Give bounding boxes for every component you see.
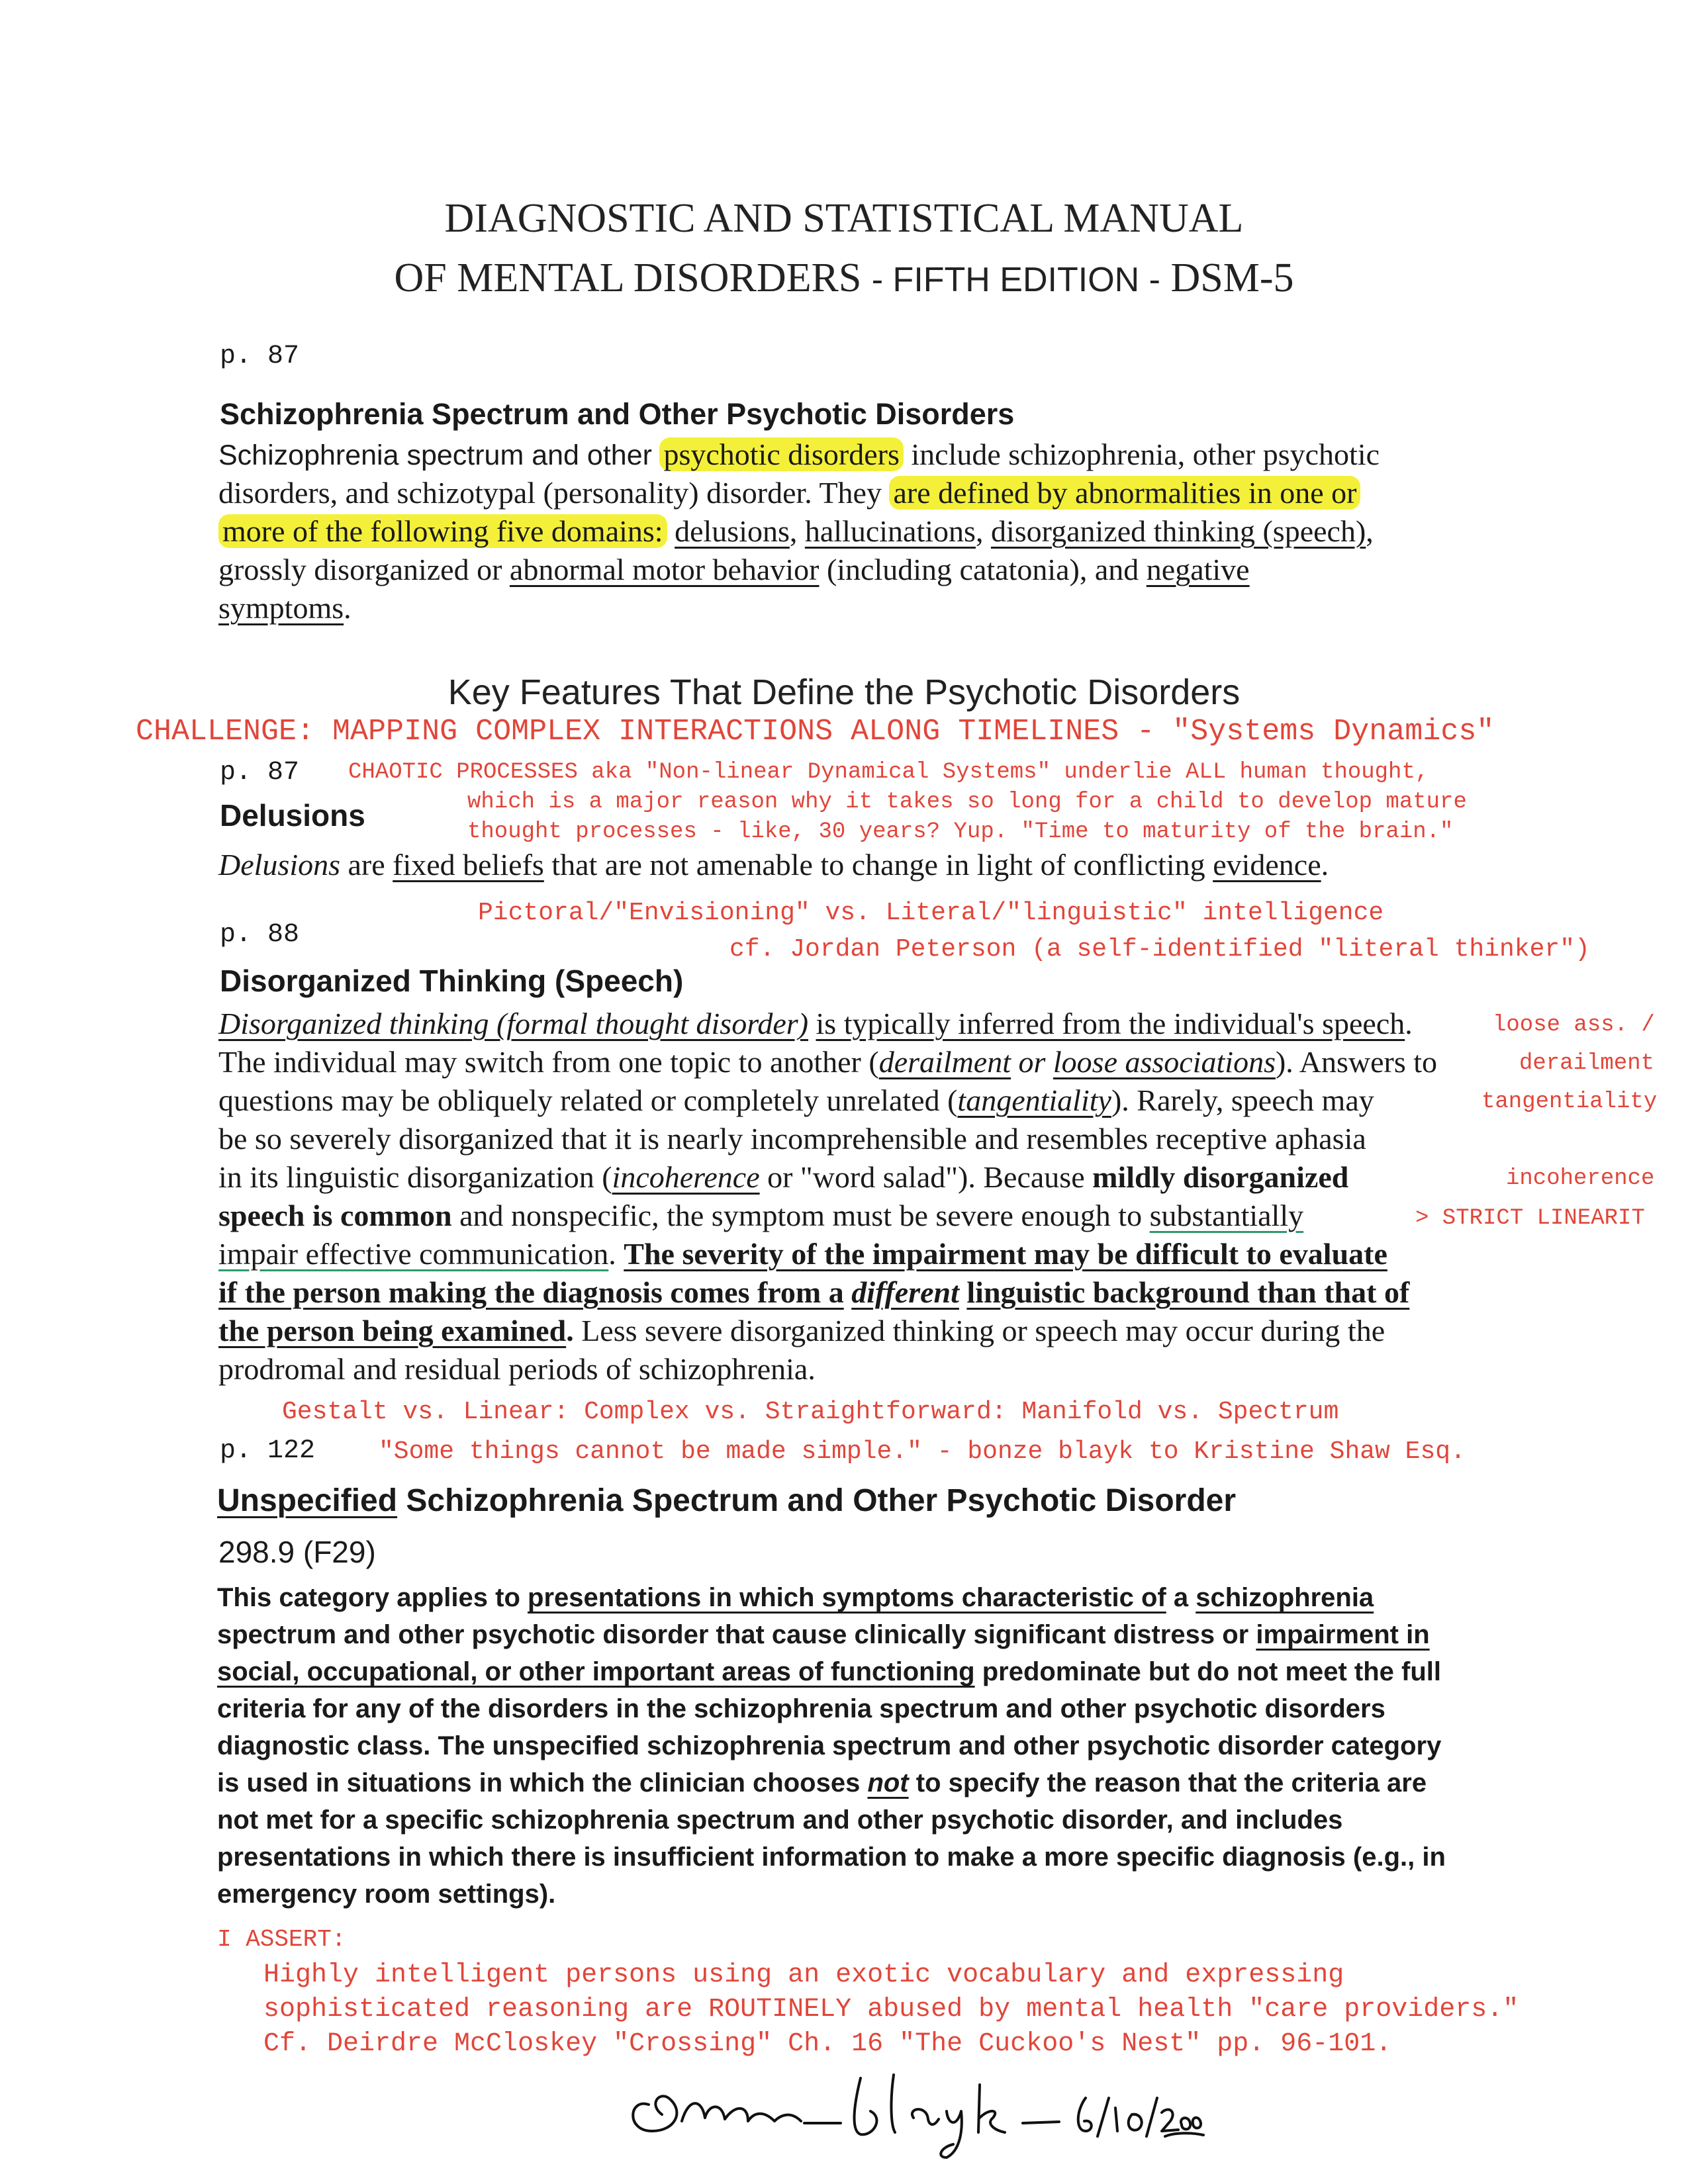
pictoral-note: Pictoral/"Envisioning" vs. Literal/"linguistic" intelligence <box>478 899 1384 927</box>
chaos-note-2: which is a major reason why it takes so long for a child to develop mature <box>467 790 1467 815</box>
challenge-annotation: CHALLENGE: MAPPING COMPLEX INTERACTIONS ALONG TIMELINES - "Systems Dynamics" <box>136 715 1495 749</box>
margin-note-incoherence: incoherence <box>1506 1166 1655 1191</box>
margin-note-tangentiality: tangentiality <box>1481 1089 1658 1115</box>
unspec-line-8: presentations in which there is insufficient information to make a more specific diagnosis (e.g., in <box>217 1843 1446 1872</box>
disorg-line-3: questions may be obliquely related or completely unrelated (tangentiality). Rarely, speech may <box>218 1083 1374 1117</box>
section-heading-schizophrenia: Schizophrenia Spectrum and Other Psychotic Disorders <box>220 397 1015 431</box>
unspec-line-9: emergency room settings). <box>217 1880 556 1909</box>
gestalt-note: Gestalt vs. Linear: Complex vs. Straightforward: Manifold vs. Spectrum <box>282 1398 1339 1426</box>
unspec-line-7: not met for a specific schizophrenia spectrum and other psychotic disorder, and includes <box>217 1805 1343 1835</box>
handwritten-signature <box>622 2058 1205 2164</box>
disorg-line-6: speech is common and nonspecific, the symptom must be severe enough to substantially <box>218 1199 1304 1232</box>
intro-line-2: disorders, and schizotypal (personality) disorder. They are defined by abnormalities in one or <box>218 475 1516 510</box>
highlight-five-domains: more of the following five domains: <box>218 514 667 548</box>
unspec-line-5: diagnostic class. The unspecified schizophrenia spectrum and other psychotic disorder category <box>217 1731 1442 1760</box>
simple-quote-note: "Some things cannot be made simple." - bonze blayk to Kristine Shaw Esq. <box>379 1437 1466 1466</box>
assert-line-3: Cf. Deirdre McCloskey "Crossing" Ch. 16 "The Cuckoo's Nest" pp. 96-101. <box>263 2029 1392 2059</box>
unspecified-heading: Unspecified Schizophrenia Spectrum and Other Psychotic Disorder <box>217 1483 1237 1518</box>
unspec-line-3: social, occupational, or other important areas of functioning predominate but do not meet the full <box>217 1657 1442 1686</box>
disorganized-heading: Disorganized Thinking (Speech) <box>220 964 684 998</box>
document-title-line1: DIAGNOSTIC AND STATISTICAL MANUAL <box>444 196 1244 241</box>
disorg-line-9: the person being examined. Less severe disorganized thinking or speech may occur during the <box>218 1314 1385 1347</box>
disorg-line-10: prodromal and residual periods of schizophrenia. <box>218 1352 816 1386</box>
disorg-line-1: Disorganized thinking (formal thought disorder) is typically inferred from the individual's speech. <box>218 1007 1413 1040</box>
margin-note-derailment: derailment <box>1519 1051 1655 1076</box>
page-ref-87: p. 87 <box>220 341 300 371</box>
disorg-line-8: if the person making the diagnosis comes from a different linguistic background than that of <box>218 1275 1410 1309</box>
page-ref-87b: p. 87 <box>220 758 300 788</box>
document-title-line2: OF MENTAL DISORDERS - FIFTH EDITION - DSM-5 <box>394 255 1294 300</box>
delusions-heading: Delusions <box>220 798 365 833</box>
intro-line-5: symptoms. <box>218 591 352 625</box>
disorg-line-7: impair effective communication. The severity of the impairment may be difficult to evaluate <box>218 1237 1387 1271</box>
intro-line-4: grossly disorganized or abnormal motor behavior (including catatonia), and negative <box>218 553 1250 586</box>
unspec-line-1: This category applies to presentations in which symptoms characteristic of a schizophrenia <box>217 1583 1374 1612</box>
disorg-line-4: be so severely disorganized that it is nearly incomprehensible and resembles receptive aphasia <box>218 1122 1366 1156</box>
peterson-note: cf. Jordan Peterson (a self-identified "literal thinker") <box>729 935 1590 964</box>
page-ref-122: p. 122 <box>220 1436 316 1466</box>
highlight-psychotic-disorders: psychotic disorders <box>659 437 903 471</box>
intro-line-3: more of the following five domains: delusions, hallucinations, disorganized thinking (speech), <box>218 514 1516 549</box>
diagnostic-code: 298.9 (F29) <box>218 1535 376 1569</box>
margin-note-loose: loose ass. / <box>1493 1013 1655 1038</box>
highlight-defined-by: are defined by abnormalities in one or <box>889 476 1360 510</box>
margin-note-strict-linearity: > STRICT LINEARIT <box>1415 1206 1645 1231</box>
disorg-line-5: in its linguistic disorganization (incoherence or "word salad"). Because mildly disorganized <box>218 1160 1349 1194</box>
disorg-line-2: The individual may switch from one topic to another (derailment or loose associations). Answers to <box>218 1045 1438 1079</box>
unspec-line-6: is used in situations in which the clinician chooses not to specify the reason that the criteria are <box>217 1768 1427 1797</box>
delusions-line: Delusions are fixed beliefs that are not amenable to change in light of conflicting evidence. <box>218 848 1329 882</box>
page-ref-88: p. 88 <box>220 920 300 950</box>
assert-label: I ASSERT: <box>217 1926 346 1953</box>
assert-line-1: Highly intelligent persons using an exotic vocabulary and expressing <box>263 1960 1344 1990</box>
assert-line-2: sophisticated reasoning are ROUTINELY abused by mental health "care providers." <box>263 1995 1519 2025</box>
unspec-line-4: criteria for any of the disorders in the schizophrenia spectrum and other psychotic disorders <box>217 1694 1385 1723</box>
chaos-note-1: CHAOTIC PROCESSES aka "Non-linear Dynamical Systems" underlie ALL human thought, <box>348 760 1429 785</box>
key-features-heading: Key Features That Define the Psychotic Disorders <box>447 672 1241 712</box>
intro-line-1: Schizophrenia spectrum and other psychotic disorders include schizophrenia, other psychotic <box>218 437 1380 471</box>
chaos-note-3: thought processes - like, 30 years? Yup. "Time to maturity of the brain." <box>467 819 1454 844</box>
unspec-line-2: spectrum and other psychotic disorder that cause clinically significant distress or impairment in <box>217 1620 1430 1649</box>
